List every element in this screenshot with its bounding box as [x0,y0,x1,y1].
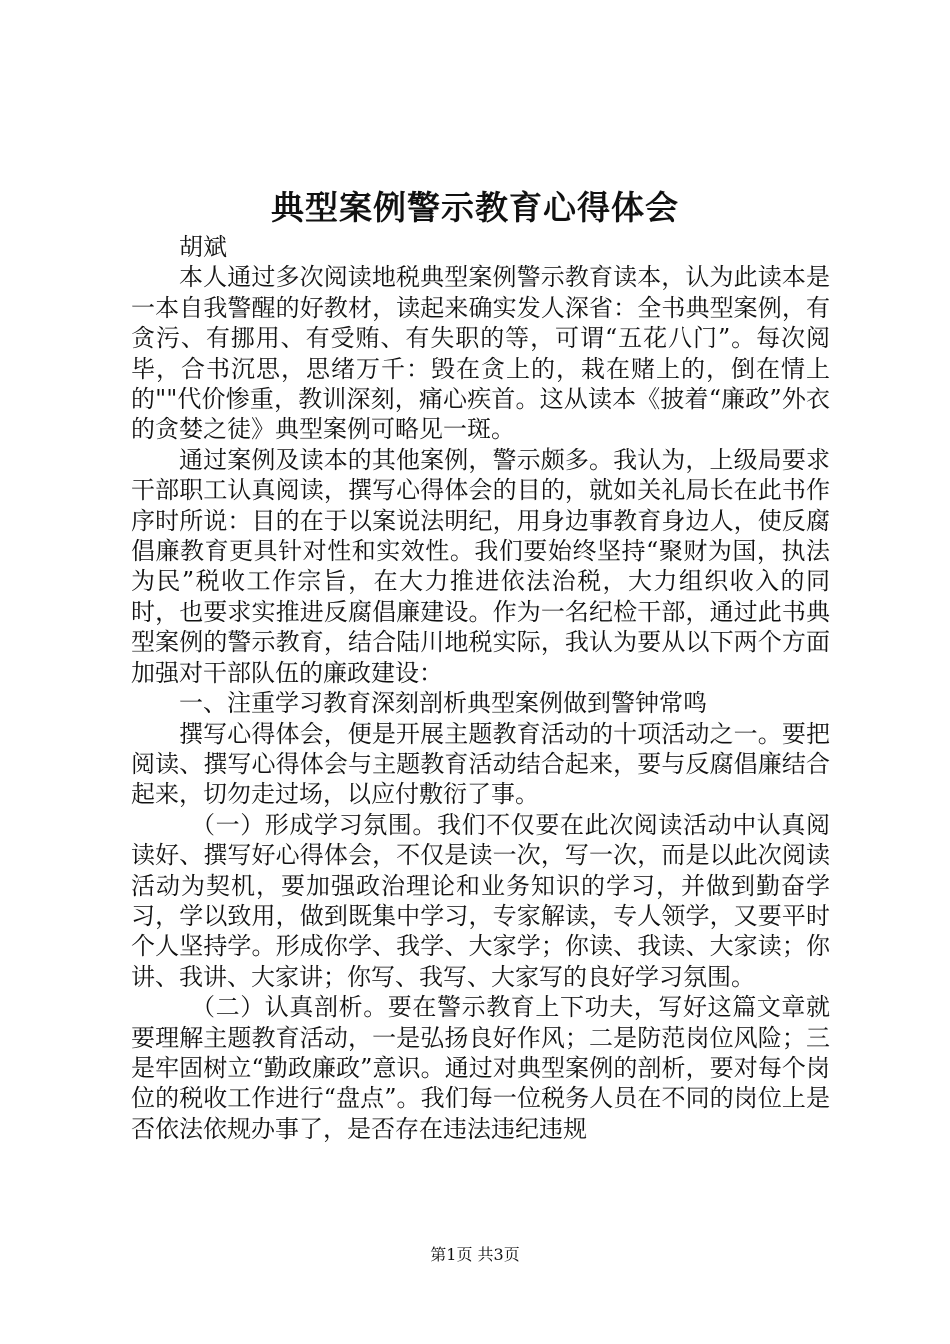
section-heading-1: 一、注重学习教育深刻剖析典型案例做到警钟常鸣 [179,689,707,718]
body-paragraph-1: 本人通过多次阅读地税典型案例警示教育读本，认为此读本是一本自我警醒的好教材，读起来确实发人深省：全书典型案例，有贪污、有挪用、有受贿、有失职的等，可谓“五花八门”。每次阅毕，合书沉思，思绪万千：毁在贪上的，栽在赌上的，倒在情上的""代价惨重，教训深刻，痛心疾首。这从读本《披着“廉政”外衣的贪婪之徒》典型案例可略见一斑。 [131,263,830,444]
body-paragraph-4: （一）形成学习氛围。我们不仅要在此次阅读活动中认真阅读好、撰写好心得体会，不仅是读一次，写一次，而是以此次阅读活动为契机，要加强政治理论和业务知识的学习，并做到勤奋学习，学以致用，做到既集中学习，专家解读，专人领学，又要平时个人坚持学。形成你学、我学、大家学；你读、我读、大家读；你讲、我讲、大家讲；你写、我写、大家写的良好学习氛围。 [131,810,830,991]
page-footer: 第1页 共3页 [430,1245,520,1264]
body-paragraph-2: 通过案例及读本的其他案例，警示颇多。我认为，上级局要求干部职工认真阅读，撰写心得体会的目的，就如关礼局长在此书作序时所说：目的在于以案说法明纪，用身边事教育身边人，使反腐倡廉教育更具针对性和实效性。我们要始终坚持“聚财为国，执法为民”税收工作宗旨，在大力推进依法治税，大力组织收入的同时，也要求实推进反腐倡廉建设。作为一名纪检干部，通过此书典型案例的警示教育，结合陆川地税实际，我认为要从以下两个方面加强对干部队伍的廉政建设： [131,445,830,687]
body-paragraph-3: 撰写心得体会，便是开展主题教育活动的十项活动之一。要把阅读、撰写心得体会与主题教育活动结合起来，要与反腐倡廉结合起来，切勿走过场，以应付敷衍了事。 [131,719,830,809]
body-paragraph-5: （二）认真剖析。要在警示教育上下功夫，写好这篇文章就要理解主题教育活动，一是弘扬良好作风；二是防范岗位风险；三是牢固树立“勤政廉政”意识。通过对典型案例的剖析，要对每个岗位的税收工作进行“盘点”。我们每一位税务人员在不同的岗位上是否依法依规办事了，是否存在违法违纪违规 [131,993,830,1143]
author-name: 胡斌 [179,233,227,261]
document-title: 典型案例警示教育心得体会 [271,188,679,227]
document-body [131,232,830,1144]
